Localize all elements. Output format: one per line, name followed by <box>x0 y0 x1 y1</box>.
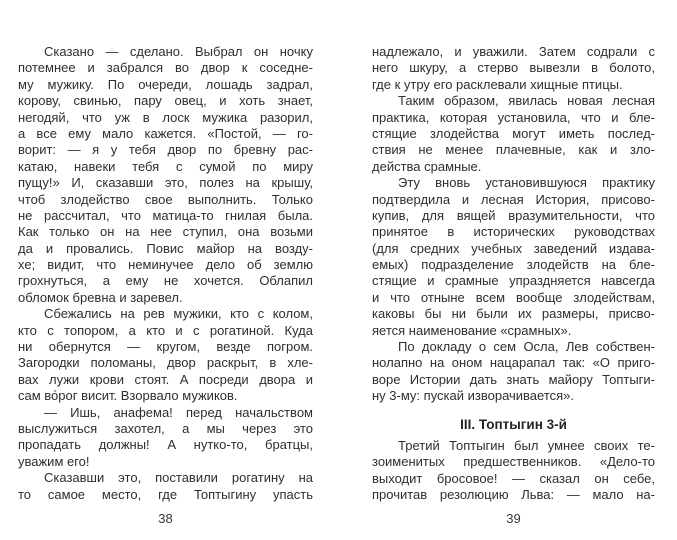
text-line: Загородки поломаны, двор раскрыт, в хле- <box>18 355 313 371</box>
text-line: (для средних учебных заведений издава- <box>372 240 655 256</box>
text-line: Эту вновь установившуюся практику <box>398 175 655 191</box>
text-line: чтоб злодейство свое выполнить. Только <box>18 191 313 207</box>
text-line: ворит: — я у тебя двор по бревну рас- <box>18 142 313 158</box>
text-line: По докладу о сем Осла, Лев собствен- <box>398 339 655 355</box>
paragraph <box>372 93 655 175</box>
text-line: обломок бревна и заревел. <box>18 289 183 305</box>
text-line: прочитав резолюцию Льва: — мало на- <box>372 487 655 503</box>
text-line: му мужику. По очереди, лошадь задрал, <box>18 76 313 92</box>
text-line: — Ишь, анафема! перед начальством <box>44 404 313 420</box>
text-line: где к утру его расклевали хищные птицы. <box>372 76 623 92</box>
text-line: сам во́рог висит. Взорвало мужиков. <box>18 388 238 404</box>
text-line: Сбежались на рев мужики, кто с колом, <box>44 306 313 322</box>
text-line: выходит бросовое! — сказал он себе, <box>372 470 655 486</box>
text-line: не рассчитал, что матица-то гнилая была. <box>18 207 313 223</box>
text-line: пущу!» И, сказавши это, полез на крышу, <box>18 175 313 191</box>
text-line: кто с топором, а кто и с рогатиной. Куда <box>18 322 313 338</box>
section-heading: III. Топтыгин 3-й <box>460 416 567 432</box>
text-line: грохнуться, а ему не хочется. Облапил <box>18 273 313 289</box>
text-line: ну 3-му: пускай изворачивается». <box>372 388 575 404</box>
text-line: надлежало, и уважили. Затем содрали с <box>372 44 655 59</box>
text-line: яется наименование «срамных». <box>372 322 572 338</box>
paragraph <box>372 175 655 339</box>
page-number-right: 39 <box>506 511 521 526</box>
text-line: принятое в исторических руководствах <box>372 224 655 240</box>
paragraph <box>18 306 313 404</box>
text-line: стящие злодейства могут иметь послед- <box>372 125 655 141</box>
text-line: подтвердила и лесная История, присово- <box>372 191 655 207</box>
text-line: него шкуру, а стерво вывезли в болото, <box>372 60 655 76</box>
text-line: да и провались. Повис майор на возду- <box>18 240 313 256</box>
paragraph <box>372 438 655 504</box>
text-line: ни обернутся — кругом, везде погром. <box>18 339 313 355</box>
text-line: ствия не менее плачевные, как и зло- <box>372 142 655 158</box>
page-number-left: 38 <box>158 511 173 526</box>
text-line: пропадать должны! А нутко-то, братцы, <box>18 437 313 453</box>
text-line: вах лужи крови стоят. А посреди двора и <box>18 371 313 387</box>
text-line: то самое место, где Топтыгину упасть <box>18 486 313 502</box>
text-line: Сказано — сделано. Выбрал он ночку <box>44 44 313 59</box>
text-line: емых) подразделение злодейств на бле- <box>372 257 655 273</box>
text-line: Сказавши это, поставили рогатину на <box>44 470 313 486</box>
text-line: корову, свинью, пару овец, и хоть знает, <box>18 93 313 109</box>
text-line: практика, которая установила, что и бле- <box>372 109 655 125</box>
text-line: Таким образом, явилась новая лесная <box>398 93 655 109</box>
text-line: купив, для вящей вразумительности, что <box>372 207 655 223</box>
text-line: катаю, навеки тебя с сумой по миру <box>18 158 313 174</box>
paragraph <box>18 470 313 503</box>
book-page-right <box>372 44 655 504</box>
text-line: уважим его! <box>18 453 90 469</box>
text-line: действа срамные. <box>372 158 482 174</box>
text-line: потемнее и забрался во двор к соседне- <box>18 60 313 76</box>
text-line: нолапно на оном нацарапал так: «О приго- <box>372 355 655 371</box>
text-line: выслужиться захотел, а мы через это <box>18 420 313 436</box>
book-page-left <box>18 44 313 503</box>
text-line: а все ему мало кажется. «Постой, — го- <box>18 125 313 141</box>
paragraph <box>18 44 313 306</box>
text-line: хе; видит, что неминучее дело об землю <box>18 257 313 273</box>
paragraph <box>372 339 655 405</box>
text-line: и что отныне всем вообще злодействам, <box>372 289 655 305</box>
text-line: негодяй, что уж в лоск мужика разорил, <box>18 109 313 125</box>
text-line: каковы бы ни были их размеры, присво- <box>372 306 655 322</box>
text-line: Как только он на нее ступил, она возьми <box>18 224 313 240</box>
text-line: воре Истории дать знать майору Топтыги- <box>372 371 655 387</box>
text-line: стящие и срамные упраздняется навсегда <box>372 273 655 289</box>
text-line: зоименитых предшественников. «Дело-то <box>372 454 655 470</box>
text-line: Третий Топтыгин был умнее своих те- <box>398 438 655 453</box>
paragraph <box>372 44 655 93</box>
paragraph <box>18 405 313 471</box>
